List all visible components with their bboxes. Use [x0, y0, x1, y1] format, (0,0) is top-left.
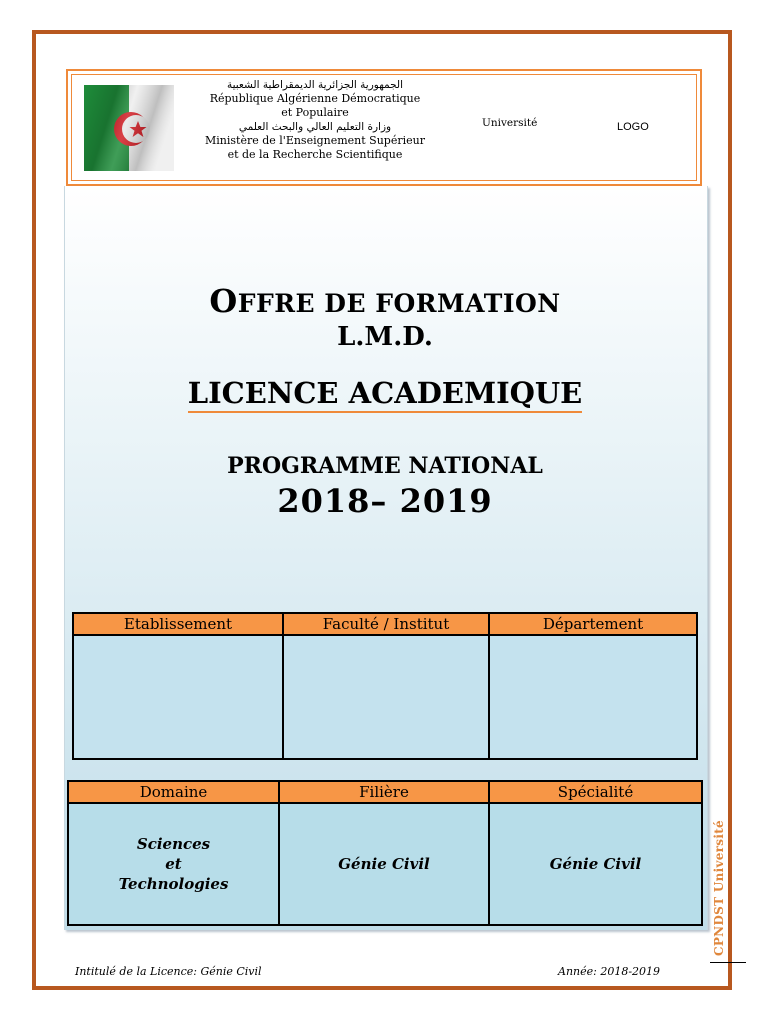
republic-line-1: République Algérienne Démocratique: [209, 92, 421, 105]
specialite-cell: Génie Civil: [489, 803, 702, 925]
domaine-line: Technologies: [118, 875, 229, 893]
filiere-header: Filière: [279, 781, 489, 803]
etablissement-cell: [73, 635, 283, 759]
licence-title: [64, 376, 706, 410]
arabic-republic-text: الجمهورية الجزائرية الديمقراطية الشعبية: [226, 79, 404, 91]
institution-table: [72, 612, 698, 760]
side-divider: [710, 962, 746, 963]
years-title: 2018– 2019: [277, 482, 493, 520]
side-label: CPNDST Université: [712, 820, 726, 956]
departement-header: Département: [489, 613, 697, 635]
filiere-cell: Génie Civil: [279, 803, 489, 925]
specialite-header: Spécialité: [489, 781, 702, 803]
etablissement-header: Etablissement: [73, 613, 283, 635]
republic-line-2: et Populaire: [281, 106, 349, 119]
faculte-header: Faculté / Institut: [283, 613, 489, 635]
university-label: Université: [482, 117, 538, 129]
domaine-line: Sciences: [136, 835, 211, 853]
footer-year: Année: 2018-2019: [558, 965, 661, 978]
ministry-line-2: et de la Recherche Scientifique: [227, 148, 403, 161]
domaine-header: Domaine: [68, 781, 279, 803]
offre-initial: O: [209, 282, 238, 320]
republic-ministry-block: [200, 78, 430, 162]
offre-rest: FFRE DE FORMATION: [237, 289, 561, 318]
offre-title: [64, 282, 706, 320]
domain-table: [67, 780, 703, 926]
ministry-line-1: Ministère de l'Enseignement Supérieur: [205, 134, 425, 147]
arabic-ministry-text: وزارة التعليم العالي والبحث العلمي: [238, 121, 392, 133]
domaine-line: et: [165, 855, 182, 873]
programme-title: PROGRAMME NATIONAL: [227, 453, 543, 479]
footer-licence-title: Intitulé de la Licence: Génie Civil: [75, 965, 262, 978]
licence-title-text: LICENCE ACADEMIQUE: [188, 376, 583, 413]
faculte-cell: [283, 635, 489, 759]
algerian-flag-icon: [84, 85, 174, 171]
logo-placeholder: LOGO: [617, 121, 649, 133]
lmd-title: L.M.D.: [337, 322, 433, 352]
domaine-cell: [68, 803, 279, 925]
departement-cell: [489, 635, 697, 759]
